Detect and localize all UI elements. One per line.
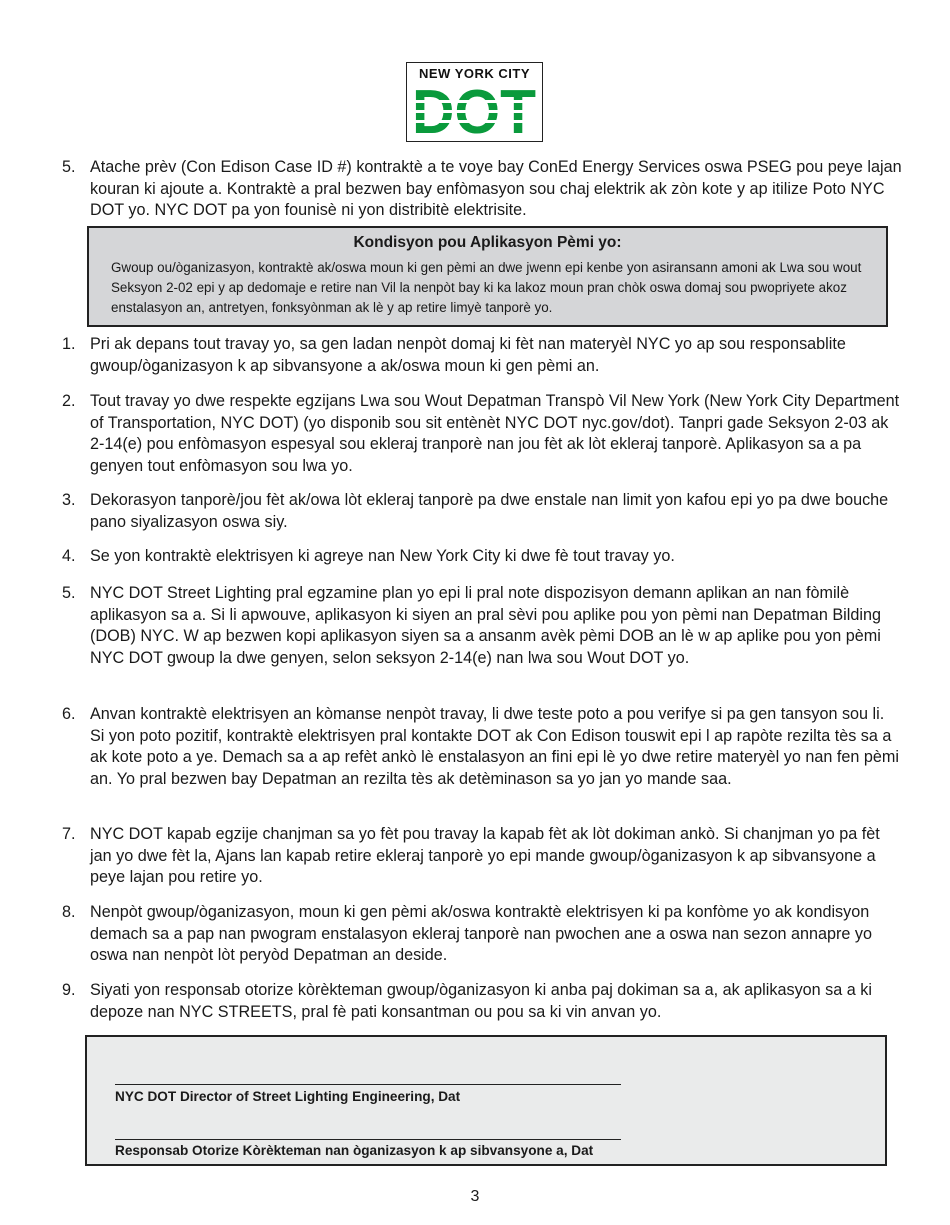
director-signature-line[interactable]: [115, 1084, 621, 1085]
list-item: [62, 334, 902, 377]
logo-title: NEW YORK CITY: [419, 66, 530, 81]
director-signature-label: NYC DOT Director of Street Lighting Engineering, Dat: [115, 1089, 461, 1104]
dot-logo-mark: [411, 87, 537, 135]
list-item: [62, 490, 902, 533]
item-number: 7.: [62, 825, 76, 843]
item-number: 6.: [62, 705, 76, 723]
item-number: 4.: [62, 547, 76, 565]
conditions-title: Kondisyon pou Aplikasyon Pèmi yo:: [353, 234, 622, 251]
item-text: Dekorasyon tanporè/jou fèt ak/owa lòt ekleraj tanporè pa dwe enstale nan limit yon kafou epi yo pa dwe bouche pano siyalizasyon oswa siy.: [90, 491, 889, 531]
list-item: [62, 704, 902, 790]
page-number: 3: [470, 1188, 480, 1205]
item-text: Siyati yon responsab otorize kòrèkteman gwoup/òganizasyon ki anba paj dokiman sa a, ak aplikasyon sa a ki depoze nan NYC STREETS, pral fè pati konsantman ou pou sa ki vin anvan yo.: [90, 981, 872, 1021]
conditions-box: [87, 226, 888, 327]
intro-item: [62, 157, 902, 222]
list-item: [62, 902, 902, 967]
item-number: 3.: [62, 491, 76, 509]
list-item: [62, 980, 902, 1023]
sponsor-signature-line[interactable]: [115, 1139, 621, 1140]
nyc-dot-logo: [406, 62, 543, 142]
list-item: [62, 391, 902, 477]
item-text: Pri ak depans tout travay yo, sa gen ladan nenpòt domaj ki fèt nan materyèl NYC yo ap sou responsablite gwoup/òganizasyon k ap sibvansyone a ak/oswa moun ki gen pèmi an.: [90, 335, 846, 375]
intro-number: 5.: [62, 158, 76, 176]
item-text: Tout travay yo dwe respekte egzijans Lwa sou Wout Depatman Transpò Vil New York (New York City Department of Transportation, NYC DOT) (yo disponib sou sit entènèt NYC DOT nyc.gov/dot). Tanpri gade Seksyon 2-03 ak 2-14(e) pou enfòmasyon espesyal sou ekleraj tranporè nan jou fèt ak lòt ekleraj tanporè. Aplikasyon sa a pa genyen tout enfòmasyon sou lwa yo.: [90, 392, 900, 475]
conditions-body: Gwoup ou/òganizasyon, kontraktè ak/oswa moun ki gen pèmi an dwe jwenn epi kenbe yon asiransann amoni ak Lwa sou wout Seksyon 2-02 epi y ap dedomaje e retire nan Vil la nenpòt bay ki ka lakoz moun pran chòk oswa domaj sou pwopriyete akoz enstalasyon an, antretyen, fonksyònman ak lè y ap retire limyè tanporè yo.: [111, 260, 862, 315]
item-number: 9.: [62, 981, 76, 999]
item-text: NYC DOT Street Lighting pral egzamine plan yo epi li pral note dispozisyon demann aplikan an nan fòmilè aplikasyon sa a. Si li apwouve, aplikasyon ki siyen an pral sèvi pou aplike pou yon pèmi nan Depatman Bilding (DOB) NYC. W ap bezwen kopi aplikasyon siyen sa a ansanm avèk pèmi DOB an lè w ap aplike pou yon pèmi NYC DOT gwoup la dwe genyen, selon seksyon 2-14(e) nan lwa sou Wout DOT yo.: [90, 584, 881, 667]
item-number: 2.: [62, 392, 76, 410]
list-item: [62, 583, 902, 669]
item-text: Se yon kontraktè elektrisyen ki agreye nan New York City ki dwe fè tout travay yo.: [90, 547, 675, 565]
list-item: [62, 824, 902, 889]
item-number: 5.: [62, 584, 76, 602]
item-text: Anvan kontraktè elektrisyen an kòmanse nenpòt travay, li dwe teste poto a pou verifye si pa gen tansyon sou li. Si yon poto pozitif, kontraktè elektrisyen pral kontakte DOT ak Con Edison touswit epi l ap rapòte rezilta tès sa a ak kote poto a ye. Demach sa a ap refèt ankò lè enstalasyon an fini epi lè yo dwe retire materyèl yo nan fen pèmi an. Yo pral bezwen bay Depatman an rezilta tès ak detèminason sa yo jan yo mande saa.: [90, 705, 899, 788]
signature-box: [85, 1035, 887, 1166]
item-number: 1.: [62, 335, 76, 353]
item-number: 8.: [62, 903, 76, 921]
item-text: NYC DOT kapab egzije chanjman sa yo fèt pou travay la kapab fèt ak lòt dokiman ankò. Si chanjman yo pa fèt jan yo dwe fèt la, Ajans lan kapab retire ekleraj tanporè yo epi mande gwoup/òganizasyon k ap sibvansyone a peye lajan pou retire yo.: [90, 825, 880, 886]
intro-text: Atache prèv (Con Edison Case ID #) kontraktè a te voye bay ConEd Energy Services oswa PSEG pou peye lajan kouran ki ajoute a. Kontraktè a pral bezwen bay enfòmasyon sou chaj elektrik ak zòn kote y ap itilize Poto NYC DOT yo. NYC DOT pa yon founisè ni yon distribitè elektrisite.: [90, 158, 902, 219]
list-item: [62, 546, 902, 568]
sponsor-signature-label: Responsab Otorize Kòrèkteman nan òganizasyon k ap sibvansyone a, Dat: [115, 1143, 594, 1158]
item-text: Nenpòt gwoup/òganizasyon, moun ki gen pèmi ak/oswa kontraktè elektrisyen ki pa konfòme yo ak kondisyon demach sa a pap nan pwogram enstalasyon ekleraj tanporè nan pwochen ane a oswa nan sezon annapre yo oswa nan nenpòt lòt peryòd Depatman an deside.: [90, 903, 873, 964]
